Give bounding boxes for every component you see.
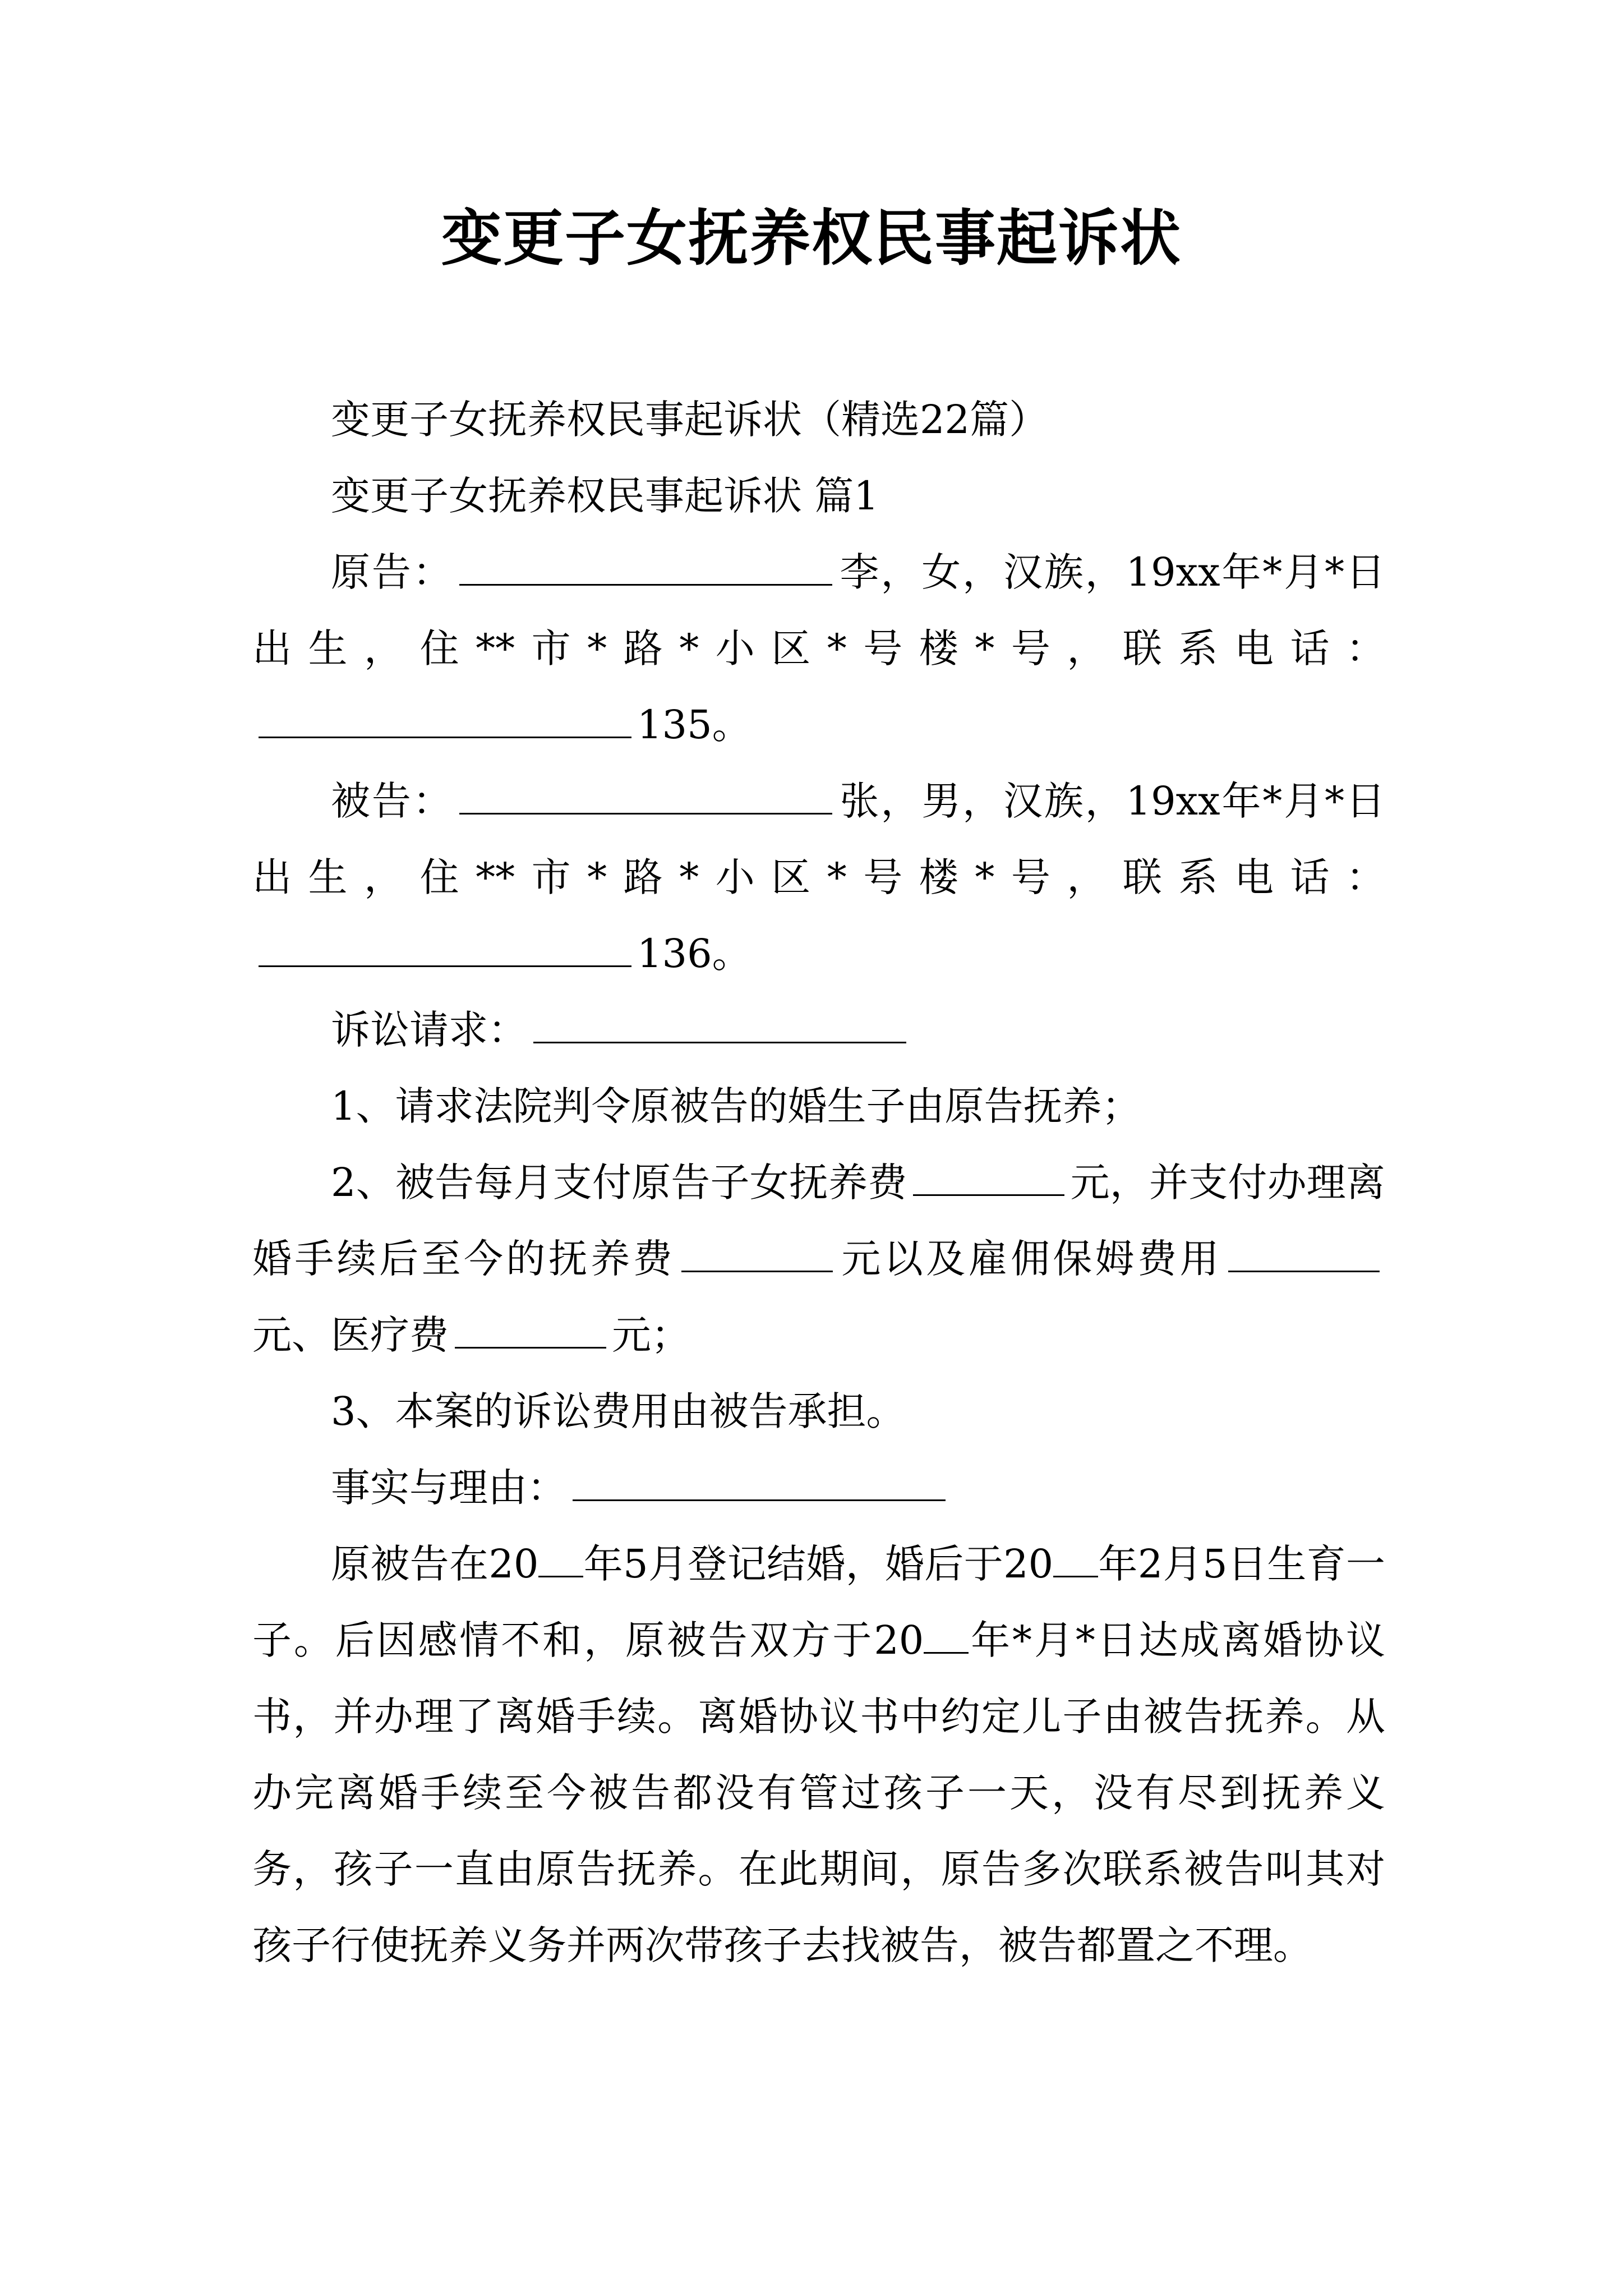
claim-2 xyxy=(252,1144,1385,1373)
defendant-label: 被告： xyxy=(331,778,454,824)
claim-2-part4: 元、医疗费 xyxy=(252,1312,449,1358)
facts-heading xyxy=(252,1450,1385,1526)
facts-blank xyxy=(573,1462,946,1502)
plaintiff-text: 李，女，汉族，19xx年*月*日出生，住**市*路*小区*号楼*号，联系电话： xyxy=(252,549,1386,671)
marriage-year-blank xyxy=(538,1539,583,1578)
plaintiff-paragraph xyxy=(252,534,1385,763)
facts-part1: 原被告在20 xyxy=(331,1541,539,1587)
facts-label: 事实与理由： xyxy=(331,1465,566,1511)
nanny-fee-amount-blank xyxy=(1228,1234,1380,1273)
medical-fee-amount-blank xyxy=(455,1310,606,1349)
child-support-amount-blank xyxy=(913,1157,1064,1197)
facts-part4: 年*月*日达成离婚协议书，并办理了离婚手续。离婚协议书中约定儿子由被告抚养。从办完离婚手续至今被告都没有管过孩子一天，没有尽到抚养义务，孩子一直由原告抚养。在此期间，原告多次联系被告叫其对孩子行使抚养义务并两次带孩子去找被告，被告都置之不理。 xyxy=(252,1617,1385,1968)
claim-2-part2: 元，并支付办理离婚手续后至今的抚养费 xyxy=(252,1159,1386,1282)
defendant-phone: 136。 xyxy=(637,931,751,977)
document-title: 变更子女抚养权民事起诉状 xyxy=(441,203,1182,274)
birth-year-blank xyxy=(1053,1539,1098,1578)
claim-3: 3、本案的诉讼费用由被告承担。 xyxy=(331,1388,906,1434)
claim-1: 1、请求法院判令原被告的婚生子由原告抚养； xyxy=(331,1083,1141,1129)
defendant-paragraph xyxy=(252,763,1385,992)
claims-label: 诉讼请求： xyxy=(331,1007,527,1053)
claims-heading xyxy=(252,992,1385,1068)
facts-part2: 年5月登记结婚，婚后于20 xyxy=(583,1541,1054,1587)
document-body xyxy=(252,381,1385,1984)
defendant-name-blank xyxy=(459,776,832,815)
claim-2-part1: 2、被告每月支付原告子女抚养费 xyxy=(331,1159,907,1205)
claim-2-part3: 元以及雇佣保姆费用 xyxy=(838,1236,1222,1282)
plaintiff-label: 原告： xyxy=(331,549,454,595)
plaintiff-phone: 135。 xyxy=(637,702,751,748)
claims-blank xyxy=(533,1005,906,1044)
plaintiff-phone-blank xyxy=(259,700,631,739)
defendant-phone-blank xyxy=(259,928,631,968)
plaintiff-name-blank xyxy=(459,547,832,586)
defendant-text: 张，男，汉族，19xx年*月*日出生，住**市*路*小区*号楼*号，联系电话： xyxy=(252,778,1386,900)
subtitle: 变更子女抚养权民事起诉状（精选22篇） xyxy=(331,397,1049,443)
facts-part3: 年2月5日生育一子。后因感情不和，原被告双方于20 xyxy=(252,1541,1386,1663)
section-heading: 变更子女抚养权民事起诉状 篇1 xyxy=(331,473,879,519)
claim-2-part5: 元； xyxy=(612,1312,690,1358)
divorce-year-blank xyxy=(924,1615,969,1654)
facts-paragraph xyxy=(252,1526,1385,1984)
past-support-amount-blank xyxy=(681,1234,833,1273)
